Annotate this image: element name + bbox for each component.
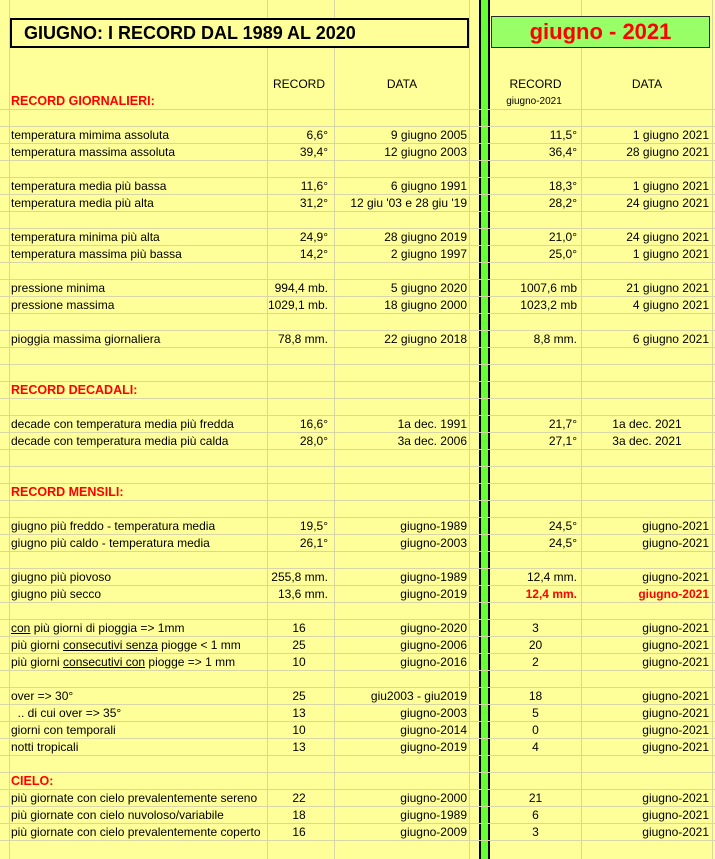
record-date: giugno-2006	[400, 638, 467, 652]
section-title: CIELO:	[11, 774, 54, 788]
section-row	[0, 382, 715, 399]
record-date: giugno-2019	[400, 587, 467, 601]
record-date: 6 giugno 1991	[390, 179, 467, 193]
value-2021: 20	[528, 638, 543, 652]
section-row	[0, 484, 715, 501]
table-row	[0, 586, 715, 603]
header-record: RECORD	[272, 77, 325, 91]
blank-row	[0, 603, 715, 620]
table-row	[0, 705, 715, 722]
record-date: giugno-2020	[400, 621, 467, 635]
date-2021: giugno-2021	[642, 638, 709, 652]
table-row	[0, 178, 715, 195]
record-date: 22 giugno 2018	[384, 332, 467, 346]
row-label: decade con temperatura media più fredda	[11, 417, 234, 431]
row-label: temperatura massima più bassa	[11, 247, 182, 261]
value-2021: 8,8 mm.	[533, 332, 577, 346]
table-row	[0, 416, 715, 433]
row-label: temperatura media più alta	[11, 196, 154, 210]
row-label: pioggia massima giornaliera	[11, 332, 161, 346]
row-label: giorni con temporali	[11, 723, 116, 737]
record-date: giugno-2016	[400, 655, 467, 669]
record-date: giu2003 - giu2019	[370, 689, 467, 703]
row-label-part: più giorni di pioggia => 1mm	[30, 621, 185, 635]
table-row	[0, 688, 715, 705]
record-date: 12 giugno 2003	[384, 145, 467, 159]
table-row	[0, 739, 715, 756]
section-row	[0, 773, 715, 790]
table-row	[0, 127, 715, 144]
row-label: giugno più secco	[11, 587, 102, 601]
blank-row	[0, 263, 715, 280]
value-2021: 21,7°	[548, 417, 577, 431]
record-date: 3a dec. 2006	[397, 434, 467, 448]
row-label	[10, 654, 267, 671]
table-row	[0, 518, 715, 535]
blank-row	[0, 467, 715, 484]
record-date: giugno-2003	[400, 536, 467, 550]
value-2021: 1023,2 mb	[520, 298, 577, 312]
row-label-part: piogge < 1 mm	[157, 638, 241, 652]
blank-row	[0, 314, 715, 331]
record-date: 28 giugno 2019	[384, 230, 467, 244]
value-2021: 24,5°	[548, 536, 577, 550]
record-value: 25	[292, 689, 306, 703]
record-date: giugno-2009	[400, 825, 467, 839]
value-2021: 1007,6 mb	[520, 281, 577, 295]
record-value: 18	[292, 808, 306, 822]
row-label	[10, 637, 267, 654]
date-2021: giugno-2021	[642, 791, 709, 805]
page-title: GIUGNO: I RECORD DAL 1989 AL 2020	[10, 18, 469, 48]
table-row	[0, 229, 715, 246]
table-row	[0, 246, 715, 263]
table-row	[0, 331, 715, 348]
record-value: 13,6 mm.	[277, 587, 328, 601]
value-2021: 24,5°	[548, 519, 577, 533]
value-2021: 5	[532, 706, 539, 720]
record-date: 9 giugno 2005	[390, 128, 467, 142]
date-2021: giugno-2021	[642, 689, 709, 703]
date-2021: 1a dec. 2021	[612, 417, 682, 431]
table-row	[0, 637, 715, 654]
date-2021: giugno-2021	[642, 519, 709, 533]
row-label: temperatura mimima assoluta	[11, 128, 170, 142]
record-date: 5 giugno 2020	[390, 281, 467, 295]
value-2021: 11,5°	[549, 128, 577, 142]
record-date: 12 giu '03 e 28 giu '19	[350, 196, 467, 210]
table-row	[0, 790, 715, 807]
record-value: 1029,1 mb.	[267, 298, 328, 312]
record-value: 14,2°	[299, 247, 328, 261]
column-header-row	[0, 75, 715, 94]
blank-row	[0, 671, 715, 688]
row-label: giugno più piovoso	[11, 570, 112, 584]
table-row	[0, 722, 715, 739]
value-2021: 4	[532, 740, 539, 754]
row-label-part: piogge => 1 mm	[145, 655, 236, 669]
row-label: pressione minima	[11, 281, 106, 295]
record-date: 2 giugno 1997	[390, 247, 467, 261]
table-row	[0, 569, 715, 586]
table-row	[0, 144, 715, 161]
section-title: RECORD DECADALI:	[11, 383, 138, 397]
date-2021: 24 giugno 2021	[626, 196, 709, 210]
date-2021: 4 giugno 2021	[632, 298, 709, 312]
date-2021: giugno-2021	[638, 587, 709, 601]
record-value: 255,8 mm.	[271, 570, 328, 584]
value-2021: 21,0°	[548, 230, 577, 244]
table-row	[0, 195, 715, 212]
record-value: 13	[292, 706, 306, 720]
blank-row	[0, 110, 715, 127]
value-2021: 0	[532, 723, 539, 737]
row-label: più giornate con cielo prevalentemente sereno	[11, 791, 258, 805]
row-label: pressione massima	[11, 298, 115, 312]
record-value: 10	[292, 655, 306, 669]
row-label: più giornate con cielo nuvoloso/variabile	[11, 808, 224, 822]
table-row	[0, 297, 715, 314]
value-2021: 18	[528, 689, 543, 703]
record-value: 31,2°	[299, 196, 328, 210]
record-value: 26,1°	[299, 536, 328, 550]
row-label-part: con	[11, 621, 31, 635]
section-title: RECORD MENSILI:	[11, 485, 124, 499]
date-2021: 28 giugno 2021	[626, 145, 709, 159]
row-label: giugno più caldo - temperatura media	[11, 536, 210, 550]
record-value: 13	[292, 740, 306, 754]
date-2021: 1 giugno 2021	[632, 247, 709, 261]
date-2021: giugno-2021	[642, 825, 709, 839]
row-label	[10, 620, 267, 637]
row-label-part: consecutivi con	[63, 655, 146, 669]
row-label: over => 30°	[11, 689, 74, 703]
value-2021: 12,4 mm.	[526, 570, 577, 584]
date-2021: 21 giugno 2021	[626, 281, 709, 295]
header-data: DATA	[386, 77, 418, 91]
record-date: 1a dec. 1991	[397, 417, 467, 431]
value-2021: 3	[532, 825, 539, 839]
record-value: 22	[292, 791, 306, 805]
section-title: RECORD GIORNALIERI:	[11, 94, 155, 108]
header-record-2021: RECORD	[509, 77, 562, 91]
row-label-part: più giorni	[11, 655, 64, 669]
blank-row	[0, 501, 715, 518]
record-date: giugno-2003	[400, 706, 467, 720]
record-value: 10	[292, 723, 306, 737]
table-row	[0, 535, 715, 552]
blank-row	[0, 212, 715, 229]
blank-row	[0, 552, 715, 569]
row-label: .. di cui over => 35°	[11, 706, 122, 720]
date-2021: 3a dec. 2021	[612, 434, 682, 448]
record-value: 24,9°	[299, 230, 328, 244]
row-label: notti tropicali	[11, 740, 79, 754]
section-row	[0, 93, 715, 110]
row-label: più giornate con cielo prevalentemente coperto	[11, 825, 261, 839]
month-title: giugno - 2021	[491, 16, 710, 48]
record-date: giugno-1989	[400, 519, 467, 533]
section-month-label: giugno-2021	[506, 96, 562, 107]
date-2021: 1 giugno 2021	[632, 128, 709, 142]
date-2021: giugno-2021	[642, 740, 709, 754]
record-date: giugno-1989	[400, 570, 467, 584]
record-value: 25	[292, 638, 306, 652]
blank-row	[0, 365, 715, 382]
date-2021: giugno-2021	[642, 706, 709, 720]
date-2021: giugno-2021	[642, 570, 709, 584]
row-label: giugno più freddo - temperatura media	[11, 519, 216, 533]
date-2021: giugno-2021	[642, 621, 709, 635]
table-row	[0, 824, 715, 841]
row-label-part: consecutivi senza	[63, 638, 158, 652]
blank-row	[0, 756, 715, 773]
date-2021: giugno-2021	[642, 808, 709, 822]
table-row	[0, 620, 715, 637]
record-value: 28,0°	[299, 434, 328, 448]
row-label: temperatura massima assoluta	[11, 145, 176, 159]
row-label-part: più giorni	[11, 638, 64, 652]
value-2021: 3	[532, 621, 539, 635]
table-row	[0, 807, 715, 824]
table-row	[0, 654, 715, 671]
record-date: giugno-2000	[400, 791, 467, 805]
record-value: 16,6°	[299, 417, 328, 431]
header-data-2021: DATA	[631, 77, 663, 91]
value-2021: 6	[532, 808, 539, 822]
record-date: giugno-2019	[400, 740, 467, 754]
value-2021: 18,3°	[548, 179, 577, 193]
record-value: 19,5°	[299, 519, 328, 533]
value-2021: 12,4 mm.	[525, 587, 577, 601]
record-value: 6,6°	[306, 128, 328, 142]
record-value: 16	[292, 621, 306, 635]
blank-row	[0, 348, 715, 365]
date-2021: giugno-2021	[642, 655, 709, 669]
record-value: 39,4°	[299, 145, 328, 159]
record-date: giugno-2014	[400, 723, 467, 737]
date-2021: giugno-2021	[642, 723, 709, 737]
blank-row	[0, 450, 715, 467]
value-2021: 25,0°	[548, 247, 577, 261]
record-value: 11,6°	[300, 179, 328, 193]
record-value: 16	[292, 825, 306, 839]
row-label: decade con temperatura media più calda	[11, 434, 229, 448]
blank-row	[0, 399, 715, 416]
row-label: temperatura minima più alta	[11, 230, 160, 244]
table-row	[0, 280, 715, 297]
record-date: 18 giugno 2000	[384, 298, 467, 312]
value-2021: 21	[528, 791, 543, 805]
date-2021: 1 giugno 2021	[632, 179, 709, 193]
value-2021: 36,4°	[548, 145, 577, 159]
table-row	[0, 433, 715, 450]
row-label: temperatura media più bassa	[11, 179, 167, 193]
blank-row	[0, 161, 715, 178]
value-2021: 2	[532, 655, 539, 669]
value-2021: 27,1°	[548, 434, 577, 448]
date-2021: 24 giugno 2021	[626, 230, 709, 244]
value-2021: 28,2°	[548, 196, 577, 210]
record-value: 78,8 mm.	[277, 332, 328, 346]
record-value: 994,4 mb.	[274, 281, 328, 295]
date-2021: 6 giugno 2021	[632, 332, 709, 346]
record-date: giugno-1989	[400, 808, 467, 822]
date-2021: giugno-2021	[642, 536, 709, 550]
